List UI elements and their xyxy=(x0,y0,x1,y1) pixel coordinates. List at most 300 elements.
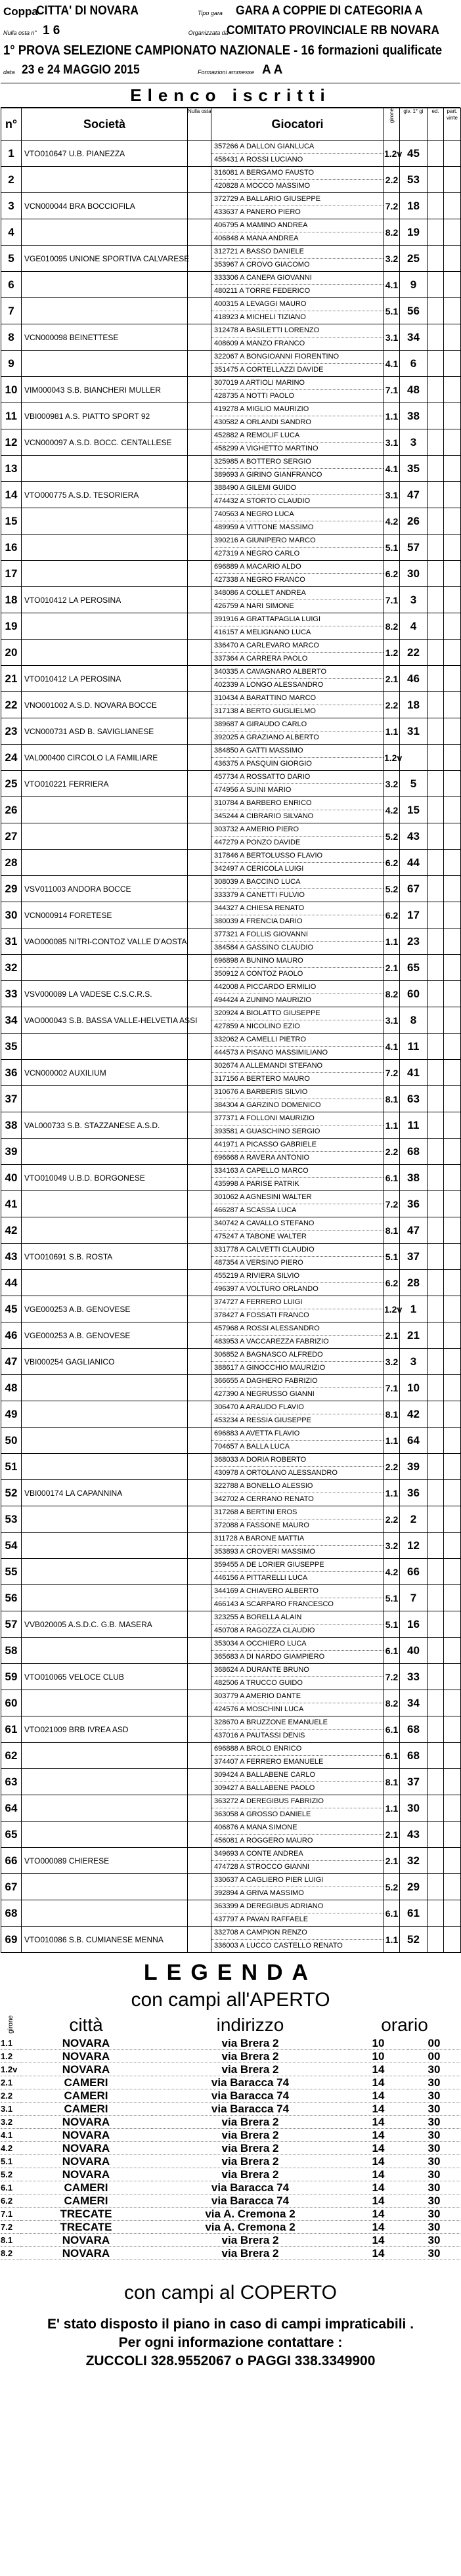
leg-minuti: 30 xyxy=(408,2168,460,2181)
row-part xyxy=(444,1716,461,1743)
row-giv: 32 xyxy=(400,1848,428,1874)
leg-indirizzo: via Brera 2 xyxy=(152,2037,349,2050)
row-giocatori xyxy=(211,850,384,876)
row-ed xyxy=(428,1769,444,1795)
table-row xyxy=(1,1244,461,1270)
row-giv: 26 xyxy=(400,508,428,535)
row-giocatori xyxy=(211,1559,384,1585)
player-name: 336470 A CARLEVARO MARCO xyxy=(211,640,384,653)
player-name: 389693 A GIRINO GIANFRANCO xyxy=(214,471,322,479)
row-nota xyxy=(188,1716,211,1743)
row-societa xyxy=(22,508,188,535)
row-girone: 5.1 xyxy=(384,298,400,324)
row-nota xyxy=(188,1375,211,1401)
row-number: 24 xyxy=(1,745,22,771)
row-societa xyxy=(22,1401,188,1428)
leg-ora: 14 xyxy=(349,2129,408,2142)
row-giocatori xyxy=(211,1664,384,1690)
table-row xyxy=(1,1743,461,1769)
row-number: 25 xyxy=(1,771,22,797)
row-girone: 1.1 xyxy=(384,1795,400,1822)
player-name: 437016 A PAUTASSI DENIS xyxy=(214,1732,305,1739)
player-name: 328670 A BRUZZONE EMANUELE xyxy=(211,1716,384,1730)
leg-ora: 14 xyxy=(349,2155,408,2168)
row-nota xyxy=(188,1743,211,1769)
player-name: 310676 A BARBERIS SILVIO xyxy=(211,1086,384,1099)
row-giocatori xyxy=(211,1533,384,1559)
leg-girone: 7.1 xyxy=(1,2208,20,2221)
player-name: 388490 A GILEMI GUIDO xyxy=(211,482,384,495)
col-nota: Nulla osta xyxy=(188,108,211,141)
leg-citta: NOVARA xyxy=(20,2050,152,2063)
legenda-row xyxy=(1,2089,460,2103)
row-giocatori xyxy=(211,1874,384,1900)
row-giocatori xyxy=(211,640,384,666)
table-row xyxy=(1,1900,461,1927)
row-societa xyxy=(22,351,188,377)
row-societa xyxy=(22,298,188,324)
table-row xyxy=(1,1769,461,1795)
row-part xyxy=(444,1086,461,1112)
leg-ora: 14 xyxy=(349,2142,408,2155)
table-row xyxy=(1,640,461,666)
row-nota xyxy=(188,1927,211,1953)
row-giv: 52 xyxy=(400,1927,428,1953)
row-societa: VTO021009 BRB IVREA ASD xyxy=(22,1716,188,1743)
leg-citta: NOVARA xyxy=(20,2063,152,2076)
leg-citta: NOVARA xyxy=(20,2142,152,2155)
row-part xyxy=(444,1349,461,1375)
row-number: 26 xyxy=(1,797,22,823)
row-part xyxy=(444,823,461,850)
tipo-gara-value: GARA A COPPIE DI CATEGORIA A xyxy=(236,4,423,18)
row-ed xyxy=(428,219,444,246)
table-row xyxy=(1,928,461,955)
row-ed xyxy=(428,429,444,456)
row-ed xyxy=(428,876,444,902)
player-name: 453234 A RESSIA GIUSEPPE xyxy=(214,1416,311,1424)
row-ed xyxy=(428,1664,444,1690)
row-nota xyxy=(188,193,211,219)
table-row xyxy=(1,1638,461,1664)
leg-girone: 1.2v xyxy=(1,2063,20,2076)
player-name: 310784 A BARBERO ENRICO xyxy=(211,797,384,810)
row-societa xyxy=(22,1270,188,1296)
row-societa: VBI000254 GAGLIANICO xyxy=(22,1349,188,1375)
player-name: 424576 A MOSCHINI LUCA xyxy=(214,1705,304,1713)
legenda-row xyxy=(1,2155,460,2168)
row-ed xyxy=(428,377,444,403)
row-nota xyxy=(188,745,211,771)
row-societa xyxy=(22,219,188,246)
row-number: 6 xyxy=(1,272,22,298)
player-name: 322788 A BONELLO ALESSIO xyxy=(211,1480,384,1493)
player-name: 426759 A NARI SIMONE xyxy=(214,602,294,610)
row-ed xyxy=(428,508,444,535)
row-girone: 8.2 xyxy=(384,1690,400,1716)
row-number: 58 xyxy=(1,1638,22,1664)
row-societa: VAO000043 S.B. BASSA VALLE-HELVETIA ASSI xyxy=(22,1007,188,1034)
row-giv: 43 xyxy=(400,1822,428,1848)
row-nota xyxy=(188,1638,211,1664)
row-nota xyxy=(188,1244,211,1270)
row-ed xyxy=(428,1611,444,1638)
player-name: 427319 A NEGRO CARLO xyxy=(214,550,300,557)
table-row xyxy=(1,797,461,823)
table-row xyxy=(1,1480,461,1506)
player-name: 475247 A TABONE WALTER xyxy=(214,1233,307,1240)
row-girone: 6.2 xyxy=(384,902,400,928)
leg-ora: 14 xyxy=(349,2116,408,2129)
leg-ora: 14 xyxy=(349,2076,408,2089)
row-part xyxy=(444,1874,461,1900)
row-societa: VGE000253 A.B. GENOVESE xyxy=(22,1296,188,1322)
row-nota xyxy=(188,429,211,456)
player-name: 437797 A PAVAN RAFFAELE xyxy=(214,1915,309,1923)
row-societa xyxy=(22,955,188,981)
row-ed xyxy=(428,587,444,613)
row-giv: 60 xyxy=(400,981,428,1007)
row-nota xyxy=(188,456,211,482)
row-giv: 37 xyxy=(400,1244,428,1270)
row-giocatori xyxy=(211,508,384,535)
row-giocatori xyxy=(211,324,384,351)
table-row xyxy=(1,1611,461,1638)
player-name: 430582 A ORLANDI SANDRO xyxy=(214,418,311,426)
player-name: 336003 A LUCCO CASTELLO RENATO xyxy=(214,1942,343,1950)
row-giv: 56 xyxy=(400,298,428,324)
row-ed xyxy=(428,324,444,351)
row-societa xyxy=(22,1795,188,1822)
row-giocatori xyxy=(211,1401,384,1428)
row-girone: 4.2 xyxy=(384,1559,400,1585)
row-nota xyxy=(188,246,211,272)
row-giocatori xyxy=(211,1428,384,1454)
row-societa: VTO010412 LA PEROSINA xyxy=(22,587,188,613)
row-part xyxy=(444,797,461,823)
leg-citta: NOVARA xyxy=(20,2247,152,2260)
row-part xyxy=(444,1007,461,1034)
row-giv: 18 xyxy=(400,193,428,219)
legenda-row xyxy=(1,2247,460,2260)
row-giocatori xyxy=(211,823,384,850)
col-societa: Società xyxy=(22,108,188,141)
row-part xyxy=(444,193,461,219)
leg-ora: 14 xyxy=(349,2089,408,2103)
leg-ora: 14 xyxy=(349,2063,408,2076)
player-name: 325985 A BOTTERO SERGIO xyxy=(211,456,384,469)
table-row xyxy=(1,850,461,876)
leg-girone: 5.1 xyxy=(1,2155,20,2168)
player-name: 390216 A GIUNIPERO MARCO xyxy=(211,535,384,548)
row-girone: 2.1 xyxy=(384,666,400,692)
leg-indirizzo: via Brera 2 xyxy=(152,2050,349,2063)
player-name: 353967 A CROVO GIACOMO xyxy=(214,261,310,269)
leg-citta: NOVARA xyxy=(20,2129,152,2142)
legenda-row xyxy=(1,2129,460,2142)
player-name: 331778 A CALVETTI CLAUDIO xyxy=(211,1244,384,1257)
row-giv: 42 xyxy=(400,1401,428,1428)
row-giocatori xyxy=(211,1795,384,1822)
leg-indirizzo: via Baracca 74 xyxy=(152,2089,349,2103)
row-girone: 2.2 xyxy=(384,692,400,718)
player-name: 392025 A GRAZIANO ALBERTO xyxy=(214,733,319,741)
table-row xyxy=(1,193,461,219)
leg-minuti: 30 xyxy=(408,2208,460,2221)
row-girone: 2.2 xyxy=(384,167,400,193)
row-giocatori xyxy=(211,902,384,928)
row-giocatori xyxy=(211,1191,384,1217)
row-nota xyxy=(188,1454,211,1480)
row-nota xyxy=(188,1664,211,1690)
legenda-table xyxy=(1,2013,460,2260)
player-name: 303779 A AMERIO DANTE xyxy=(211,1690,384,1703)
row-giv: 2 xyxy=(400,1506,428,1533)
row-ed xyxy=(428,1822,444,1848)
row-nota xyxy=(188,797,211,823)
player-name: 474956 A SUINI MARIO xyxy=(214,786,292,794)
row-girone: 3.1 xyxy=(384,482,400,508)
row-ed xyxy=(428,1585,444,1611)
row-part xyxy=(444,1900,461,1927)
row-giocatori xyxy=(211,351,384,377)
leg-ora: 14 xyxy=(349,2208,408,2221)
leg-girone: 2.2 xyxy=(1,2089,20,2103)
row-giocatori xyxy=(211,429,384,456)
row-number: 55 xyxy=(1,1559,22,1585)
row-societa: VAL000733 S.B. STAZZANESE A.S.D. xyxy=(22,1112,188,1139)
row-ed xyxy=(428,1270,444,1296)
row-giv: 8 xyxy=(400,1007,428,1034)
player-name: 322067 A BONGIOANNI FIORENTINO xyxy=(211,351,384,364)
row-nota xyxy=(188,613,211,640)
row-part xyxy=(444,1480,461,1506)
row-girone: 1.2v xyxy=(384,745,400,771)
row-ed xyxy=(428,823,444,850)
player-name: 696889 A MACARIO ALDO xyxy=(211,561,384,574)
row-part xyxy=(444,1296,461,1322)
legenda-row xyxy=(1,2063,460,2076)
row-number: 36 xyxy=(1,1060,22,1086)
legenda-row xyxy=(1,2050,460,2063)
leg-citta: NOVARA xyxy=(20,2155,152,2168)
leg-minuti: 30 xyxy=(408,2076,460,2089)
table-row xyxy=(1,351,461,377)
leg-col-citta: città xyxy=(69,2015,103,2035)
row-ed xyxy=(428,1322,444,1349)
leg-girone: 8.2 xyxy=(1,2247,20,2260)
row-giocatori xyxy=(211,1611,384,1638)
row-number: 2 xyxy=(1,167,22,193)
player-name: 435998 A PARISE PATRIK xyxy=(214,1180,299,1188)
elenco-title: Elenco iscritti xyxy=(1,83,460,108)
leg-ora: 10 xyxy=(349,2037,408,2050)
data-value: 23 e 24 MAGGIO 2015 xyxy=(22,63,140,77)
table-row xyxy=(1,955,461,981)
row-number: 68 xyxy=(1,1900,22,1927)
legenda-row xyxy=(1,2194,460,2208)
row-girone: 5.1 xyxy=(384,535,400,561)
leg-girone: 7.2 xyxy=(1,2221,20,2234)
row-nota xyxy=(188,902,211,928)
player-name: 482506 A TRUCCO GUIDO xyxy=(214,1679,303,1687)
col-giv: giv. 1° gi xyxy=(400,108,428,141)
row-nota xyxy=(188,1296,211,1322)
player-name: 317156 A BERTERO MAURO xyxy=(214,1075,310,1083)
player-name: 427859 A NICOLINO EZIO xyxy=(214,1022,300,1030)
row-number: 61 xyxy=(1,1716,22,1743)
row-ed xyxy=(428,351,444,377)
row-number: 7 xyxy=(1,298,22,324)
player-name: 340742 A CAVALLO STEFANO xyxy=(211,1217,384,1231)
coperto-label: con campi al COPERTO xyxy=(123,2282,337,2303)
row-part xyxy=(444,1822,461,1848)
row-ed xyxy=(428,193,444,219)
row-giv: 17 xyxy=(400,902,428,928)
row-ed xyxy=(428,1191,444,1217)
row-giocatori xyxy=(211,1034,384,1060)
table-header-row xyxy=(1,108,461,141)
row-giv: 30 xyxy=(400,1795,428,1822)
row-nota xyxy=(188,1559,211,1585)
row-giv: 68 xyxy=(400,1716,428,1743)
row-number: 62 xyxy=(1,1743,22,1769)
row-ed xyxy=(428,1874,444,1900)
row-nota xyxy=(188,508,211,535)
row-giocatori xyxy=(211,666,384,692)
row-girone: 6.1 xyxy=(384,1900,400,1927)
player-name: 342497 A CERICOLA LUIGI xyxy=(214,865,304,873)
row-girone: 2.1 xyxy=(384,1322,400,1349)
row-number: 64 xyxy=(1,1795,22,1822)
table-row xyxy=(1,272,461,298)
nulla-osta-value: 1 6 xyxy=(42,24,60,37)
player-name: 359455 A DE LORIER GIUSEPPE xyxy=(211,1559,384,1572)
organizzata-label: Organizzata da xyxy=(188,30,229,36)
table-row xyxy=(1,1428,461,1454)
leg-indirizzo: via Baracca 74 xyxy=(152,2194,349,2208)
row-societa xyxy=(22,167,188,193)
row-societa xyxy=(22,1559,188,1585)
row-ed xyxy=(428,1244,444,1270)
player-name: 442008 A PICCARDO ERMILIO xyxy=(211,981,384,994)
row-ed xyxy=(428,1296,444,1322)
row-nota xyxy=(188,587,211,613)
player-name: 419278 A MIGLIO MAURIZIO xyxy=(211,403,384,416)
leg-ora: 14 xyxy=(349,2247,408,2260)
legenda-row xyxy=(1,2076,460,2089)
document-page xyxy=(1,0,460,2370)
row-giv: 65 xyxy=(400,955,428,981)
row-girone: 8.2 xyxy=(384,219,400,246)
leg-minuti: 30 xyxy=(408,2221,460,2234)
row-nota xyxy=(188,718,211,745)
row-societa xyxy=(22,1375,188,1401)
row-number: 33 xyxy=(1,981,22,1007)
row-girone: 4.2 xyxy=(384,508,400,535)
row-giv: 48 xyxy=(400,377,428,403)
row-part xyxy=(444,1034,461,1060)
row-number: 35 xyxy=(1,1034,22,1060)
row-number: 41 xyxy=(1,1191,22,1217)
leg-indirizzo: via Brera 2 xyxy=(152,2247,349,2260)
row-giv: 3 xyxy=(400,587,428,613)
row-number: 45 xyxy=(1,1296,22,1322)
row-girone: 7.2 xyxy=(384,1191,400,1217)
row-girone: 7.1 xyxy=(384,377,400,403)
row-number: 37 xyxy=(1,1086,22,1112)
player-name: 317138 A BERTO GUGLIELMO xyxy=(214,707,316,715)
row-girone: 4.1 xyxy=(384,351,400,377)
row-giocatori xyxy=(211,745,384,771)
row-ed xyxy=(428,1716,444,1743)
player-name: 384304 A GARZINO DOMENICO xyxy=(214,1101,321,1109)
footer-info xyxy=(1,2315,460,2370)
row-ed xyxy=(428,955,444,981)
row-girone: 6.1 xyxy=(384,1165,400,1191)
row-ed xyxy=(428,1743,444,1769)
row-part xyxy=(444,587,461,613)
row-nota xyxy=(188,219,211,246)
row-ed xyxy=(428,1690,444,1716)
row-giocatori xyxy=(211,1060,384,1086)
row-giv: 25 xyxy=(400,246,428,272)
player-name: 306852 A BAGNASCO ALFREDO xyxy=(211,1349,384,1362)
row-societa xyxy=(22,1454,188,1480)
row-number: 19 xyxy=(1,613,22,640)
player-name: 418923 A MICHELI TIZIANO xyxy=(214,313,306,321)
row-part xyxy=(444,981,461,1007)
leg-girone: 6.1 xyxy=(1,2181,20,2194)
player-name: 406848 A MANA ANDREA xyxy=(214,234,299,242)
row-societa xyxy=(22,1900,188,1927)
row-societa xyxy=(22,1743,188,1769)
row-number: 43 xyxy=(1,1244,22,1270)
row-nota xyxy=(188,482,211,508)
row-societa xyxy=(22,1874,188,1900)
row-number: 11 xyxy=(1,403,22,429)
player-name: 377321 A FOLLIS GIOVANNI xyxy=(211,928,384,942)
row-societa: VTO010086 S.B. CUMIANESE MENNA xyxy=(22,1927,188,1953)
row-part xyxy=(444,377,461,403)
footer-line-3: ZUCCOLI 328.9552067 o PAGGI 338.3349900 xyxy=(85,2353,376,2369)
row-societa: VTO000775 A.S.D. TESORIERA xyxy=(22,482,188,508)
player-name: 427338 A NEGRO FRANCO xyxy=(214,576,305,584)
player-name: 456081 A ROGGERO MAURO xyxy=(214,1837,313,1845)
row-nota xyxy=(188,876,211,902)
row-societa xyxy=(22,1638,188,1664)
leg-girone: 8.1 xyxy=(1,2234,20,2247)
row-girone: 4.1 xyxy=(384,456,400,482)
row-societa xyxy=(22,1533,188,1559)
document-subtitle: 1° PROVA SELEZIONE CAMPIONATO NAZIONALE - 16 formazioni qualificate xyxy=(3,43,443,58)
leg-minuti: 30 xyxy=(408,2116,460,2129)
row-ed xyxy=(428,1007,444,1034)
row-ed xyxy=(428,1086,444,1112)
leg-indirizzo: via Baracca 74 xyxy=(152,2181,349,2194)
row-societa: VCN000098 BEINETTESE xyxy=(22,324,188,351)
leg-indirizzo: via Baracca 74 xyxy=(152,2103,349,2116)
player-name: 420828 A MOCCO MASSIMO xyxy=(214,182,311,190)
row-number: 32 xyxy=(1,955,22,981)
row-ed xyxy=(428,613,444,640)
table-row xyxy=(1,1270,461,1296)
leg-indirizzo: via Brera 2 xyxy=(152,2129,349,2142)
leg-girone: 1.1 xyxy=(1,2037,20,2050)
row-ed xyxy=(428,981,444,1007)
row-giocatori xyxy=(211,1086,384,1112)
row-part xyxy=(444,1743,461,1769)
